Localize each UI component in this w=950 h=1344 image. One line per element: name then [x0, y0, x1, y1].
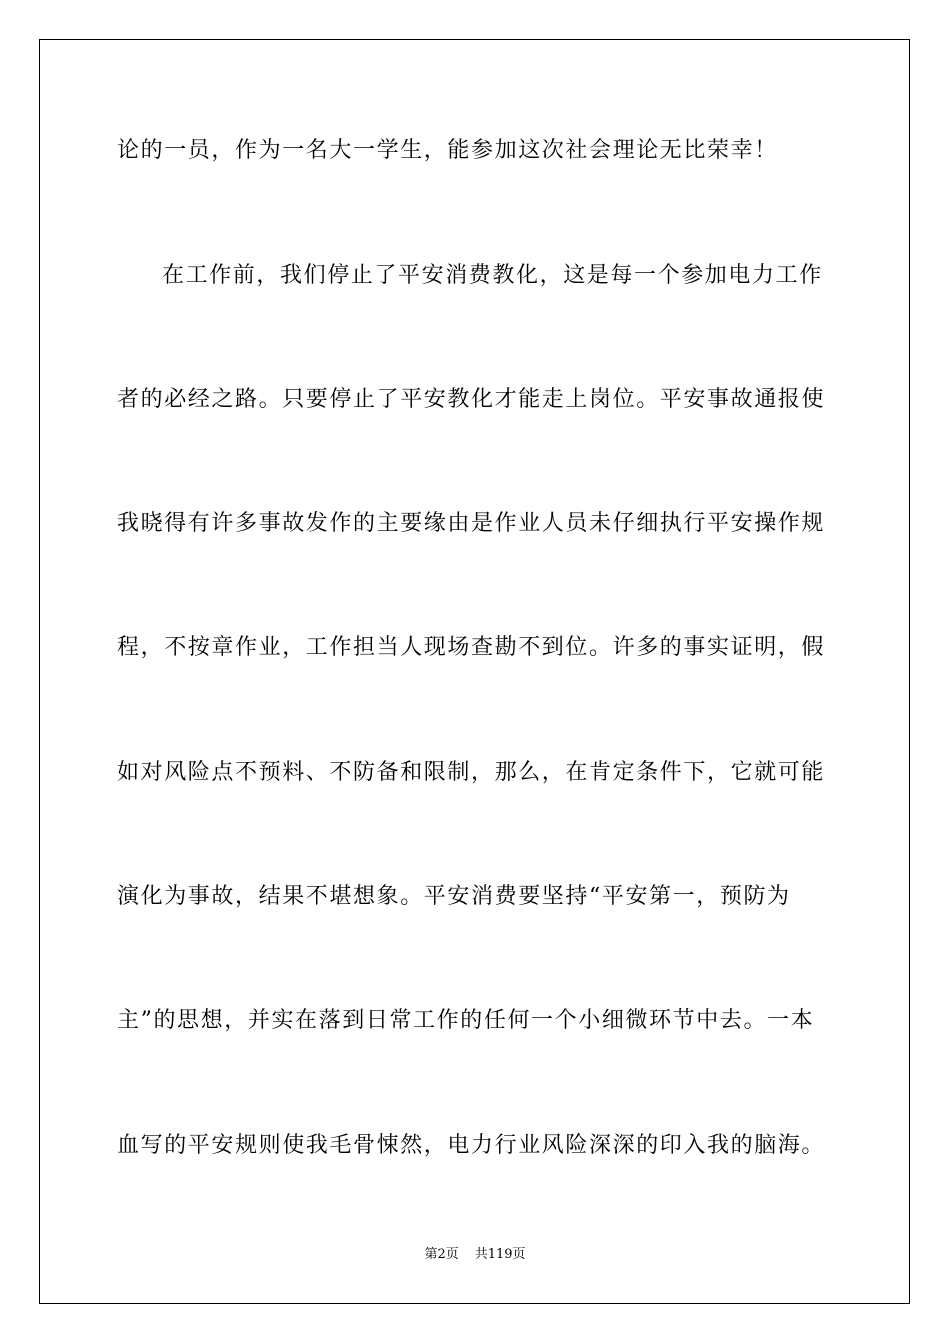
paragraph-line: 主”的思想，并实在落到日常工作的任何一个小细微环节中去。一本: [117, 1008, 815, 1033]
paragraph-line: 如对风险点不预料、不防备和限制，那么，在肯定条件下，它就可能: [117, 760, 826, 785]
paragraph-line: 血写的平安规则使我毛骨悚然，电力行业风险深深的印入我的脑海。: [117, 1133, 826, 1158]
paragraph-line: 者的必经之路。只要停止了平安教化才能走上岗位。平安事故通报使: [117, 387, 826, 412]
paragraph-line: 我晓得有许多事故发作的主要缘由是作业人员未仔细执行平安操作规: [117, 511, 826, 536]
total-pages: 共119页: [474, 1247, 526, 1262]
page-border: [39, 39, 910, 1304]
page-number: 第2页: [424, 1247, 459, 1262]
paragraph-line: 程，不按章作业，工作担当人现场查勘不到位。许多的事实证明，假: [117, 635, 826, 660]
paragraph-line: 论的一员，作为一名大一学生，能参加这次社会理论无比荣幸！: [117, 138, 778, 163]
page-footer: [0, 1246, 950, 1264]
paragraph-line: 在工作前，我们停止了平安消费教化，这是每一个参加电力工作: [162, 263, 823, 288]
paragraph-line: 演化为事故，结果不堪想象。平安消费要坚持“平安第一，预防为: [117, 884, 791, 909]
